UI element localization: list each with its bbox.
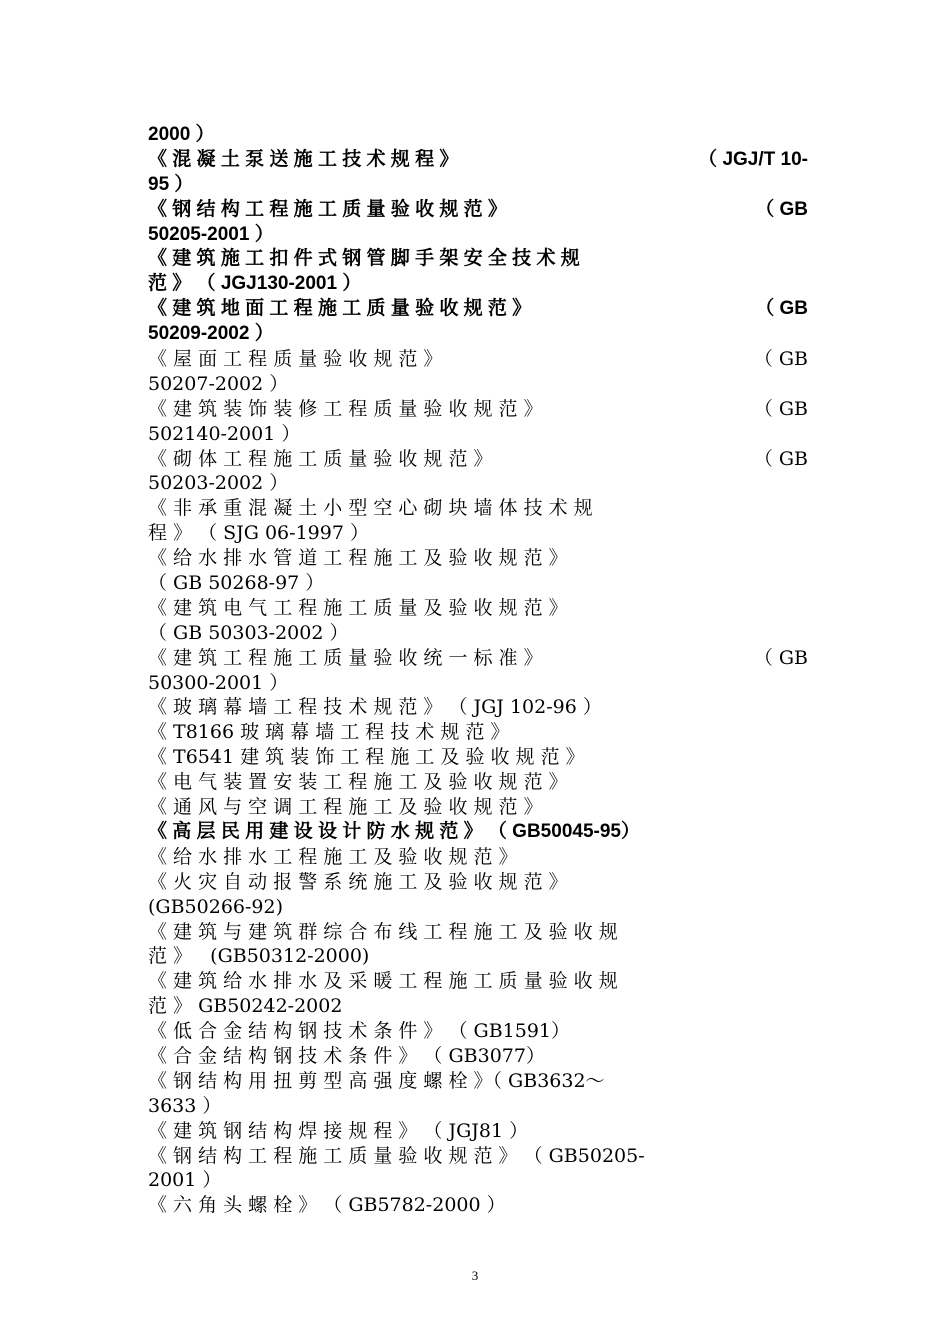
- line-text: 范 》 GB50242-2002: [148, 995, 343, 1018]
- line-text: 《 低 合 金 结 构 钢 技 术 条 件 》 （ GB1591）: [148, 1020, 571, 1043]
- list-line: [148, 1019, 808, 1044]
- line-text: 范 》 （ JGJ130-2001 ）: [148, 273, 362, 295]
- list-line: [148, 322, 808, 347]
- line-text: 《 钢 结 构 用 扭 剪 型 高 强 度 螺 栓 》（ GB3632～: [148, 1069, 605, 1092]
- line-text: 502140-2001 ）: [148, 422, 301, 445]
- line-text: 《 建 筑 地 面 工 程 施 工 质 量 验 收 规 范 》: [148, 298, 532, 320]
- list-line: [148, 845, 808, 870]
- list-line: [148, 397, 808, 422]
- line-text: （ GB 50303-2002 ）: [148, 621, 349, 644]
- line-code: （ GB: [753, 646, 808, 669]
- list-line: [148, 870, 808, 895]
- line-text: 《 玻 璃 幕 墙 工 程 技 术 规 范 》 （ JGJ 102-96 ）: [148, 696, 602, 719]
- list-line: [148, 1069, 808, 1094]
- list-line: [148, 123, 808, 148]
- list-line: [148, 447, 808, 472]
- line-text: 《 混 凝 土 泵 送 施 工 技 术 规 程 》: [148, 148, 459, 170]
- list-line: [148, 247, 808, 272]
- line-text: 《 电 气 装 置 安 装 工 程 施 工 及 验 收 规 范 》: [148, 771, 568, 794]
- line-text: 《 钢 结 构 工 程 施 工 质 量 验 收 规 范 》: [148, 198, 507, 220]
- line-text: 《 建 筑 装 饰 装 修 工 程 质 量 验 收 规 范 》: [148, 397, 543, 420]
- list-line: [148, 695, 808, 720]
- line-code: （ GB: [753, 397, 808, 420]
- line-code: （ JGJ/T 10-: [698, 148, 808, 170]
- line-text: （ GB 50268-97 ）: [148, 572, 325, 595]
- list-line: [148, 272, 808, 297]
- list-line: [148, 422, 808, 447]
- line-code: （ GB: [755, 298, 808, 320]
- list-line: [148, 969, 808, 994]
- line-text: 2001 ）: [148, 1169, 222, 1192]
- line-text: 50203-2002 ）: [148, 472, 289, 495]
- line-text: 《 高 层 民 用 建 设 设 计 防 水 规 范 》 （ GB50045-95）: [148, 820, 640, 842]
- list-line: [148, 223, 808, 248]
- line-text: 50300-2001 ）: [148, 671, 289, 694]
- list-line: [148, 198, 808, 223]
- list-line: [148, 745, 808, 770]
- line-text: 《 火 灾 自 动 报 警 系 统 施 工 及 验 收 规 范 》: [148, 870, 568, 893]
- list-line: [148, 671, 808, 696]
- list-line: [148, 347, 808, 372]
- line-code: （ GB: [755, 198, 808, 220]
- list-line: [148, 895, 808, 920]
- standards-list: [148, 123, 808, 1218]
- list-line: [148, 770, 808, 795]
- line-text: 《 合 金 结 构 钢 技 术 条 件 》 （ GB3077）: [148, 1044, 545, 1067]
- line-text: 《 给 水 排 水 管 道 工 程 施 工 及 验 收 规 范 》: [148, 547, 568, 570]
- list-line: [148, 571, 808, 596]
- page-number: 3: [471, 1268, 479, 1283]
- list-line: [148, 720, 808, 745]
- list-line: [148, 1144, 808, 1169]
- line-code: （ GB: [753, 348, 808, 371]
- list-line: [148, 920, 808, 945]
- line-text: 《 建 筑 电 气 工 程 施 工 质 量 及 验 收 规 范 》: [148, 596, 568, 619]
- line-text: 《 建 筑 施 工 扣 件 式 钢 管 脚 手 架 安 全 技 术 规: [148, 248, 580, 270]
- list-line: [148, 795, 808, 820]
- line-text: 50207-2002 ）: [148, 372, 289, 395]
- line-text: 《 T6541 建 筑 装 饰 工 程 施 工 及 验 收 规 范 》: [148, 746, 585, 769]
- list-line: [148, 944, 808, 969]
- line-text: 《 建 筑 给 水 排 水 及 采 暖 工 程 施 工 质 量 验 收 规: [148, 970, 618, 993]
- list-line: [148, 521, 808, 546]
- line-text: 《 非 承 重 混 凝 土 小 型 空 心 砌 块 墙 体 技 术 规: [148, 497, 593, 520]
- list-line: [148, 496, 808, 521]
- list-line: [148, 1094, 808, 1119]
- line-text: 95 ）: [148, 173, 194, 195]
- list-line: [148, 994, 808, 1019]
- line-code: （ GB: [753, 447, 808, 470]
- list-line: [148, 1044, 808, 1069]
- line-text: 《 建 筑 工 程 施 工 质 量 验 收 统 一 标 准 》: [148, 646, 543, 669]
- line-text: 2000 ）: [148, 124, 215, 145]
- line-text: 《 T8166 玻 璃 幕 墙 工 程 技 术 规 范 》: [148, 721, 510, 744]
- list-line: [148, 820, 808, 845]
- line-text: 3633 ）: [148, 1094, 222, 1117]
- line-text: 50205-2001 ）: [148, 223, 274, 245]
- line-text: 程 》 （ SJG 06-1997 ）: [148, 522, 369, 545]
- list-line: [148, 173, 808, 198]
- list-line: [148, 1193, 808, 1218]
- line-text: 《 建 筑 钢 结 构 焊 接 规 程 》 （ JGJ81 ）: [148, 1119, 529, 1142]
- list-line: [148, 297, 808, 322]
- list-line: [148, 621, 808, 646]
- line-text: 《 通 风 与 空 调 工 程 施 工 及 验 收 规 范 》: [148, 796, 543, 819]
- list-line: [148, 646, 808, 671]
- line-text: 《 钢 结 构 工 程 施 工 质 量 验 收 规 范 》 （ GB50205-: [148, 1144, 645, 1167]
- line-text: 50209-2002 ）: [148, 323, 274, 345]
- list-line: [148, 596, 808, 621]
- list-line: [148, 372, 808, 397]
- line-text: (GB50266-92): [148, 895, 284, 918]
- list-line: [148, 148, 808, 173]
- line-text: 范 》 (GB50312-2000): [148, 945, 370, 968]
- line-text: 《 给 水 排 水 工 程 施 工 及 验 收 规 范 》: [148, 845, 518, 868]
- line-text: 《 六 角 头 螺 栓 》 （ GB5782-2000 ）: [148, 1194, 506, 1217]
- line-text: 《 砌 体 工 程 施 工 质 量 验 收 规 范 》: [148, 447, 493, 470]
- list-line: [148, 471, 808, 496]
- list-line: [148, 546, 808, 571]
- list-line: [148, 1168, 808, 1193]
- line-text: 《 屋 面 工 程 质 量 验 收 规 范 》: [148, 348, 443, 371]
- list-line: [148, 1119, 808, 1144]
- line-text: 《 建 筑 与 建 筑 群 综 合 布 线 工 程 施 工 及 验 收 规: [148, 920, 618, 943]
